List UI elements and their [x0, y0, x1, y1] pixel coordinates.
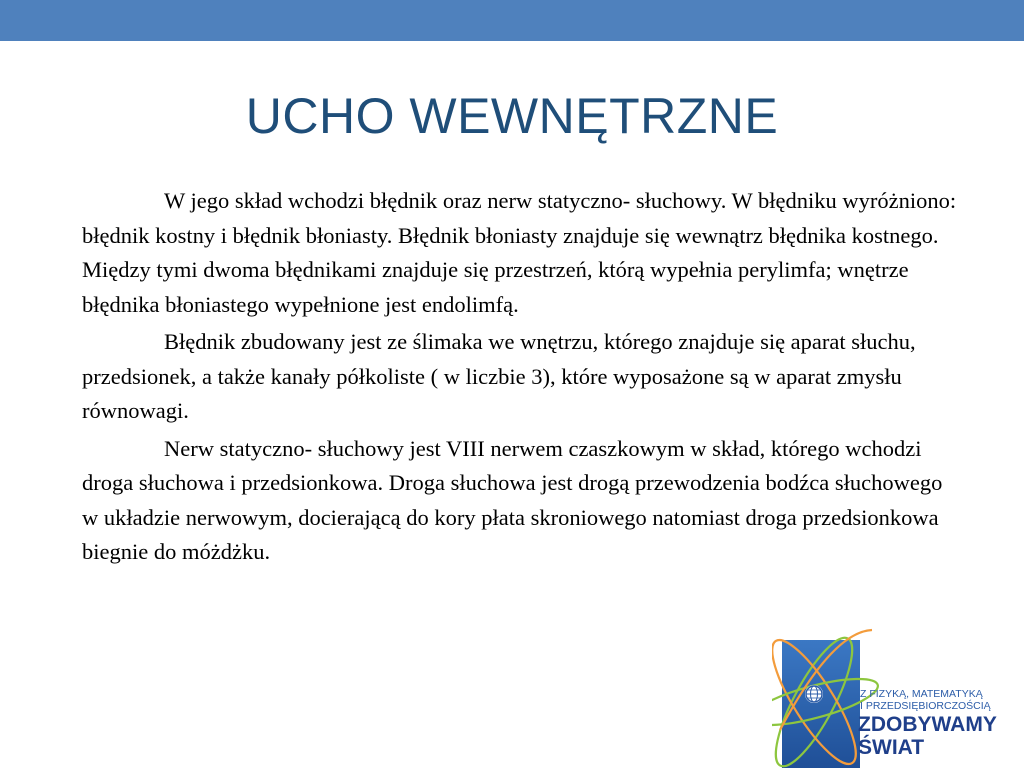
- slide-title: UCHO WEWNĘTRZNE: [245, 88, 779, 144]
- paragraph-1: W jego skład wchodzi błędnik oraz nerw statyczno- słuchowy. W błędniku wyróżniono: błędnik kostny i błędnik błoniasty. Błędnik błoniasty znajduje się wewnątrz błędnika kostnego. Między tymi dwoma błędnikami znajduje się przestrzeń, którą wypełnia perylimfa; wnętrze błędnika błoniastego wypełnione jest endolimfą.: [82, 188, 957, 317]
- logo-name-2: ŚWIAT: [858, 736, 925, 759]
- top-accent-bar: [0, 0, 1024, 41]
- globe-icon: [805, 685, 823, 703]
- logo-tagline-2: I PRZEDSIĘBIORCZOŚCIĄ: [860, 700, 991, 712]
- slide-body: [82, 184, 962, 573]
- paragraph-3: Nerw statyczno- słuchowy jest VIII nerwem czaszkowym w skład, którego wchodzi droga słuchowa i przedsionkowa. Droga słuchowa jest drogą przewodzenia bodźca słuchowego w układzie nerwowym, docierającą do kory płata skroniowego natomiast droga przedsionkowa biegnie do móżdżku.: [82, 435, 943, 564]
- logo-tagline-1: Z FIZYKĄ, MATEMATYKĄ: [860, 688, 983, 700]
- logo-name-1: ZDOBYWAMY: [858, 713, 997, 736]
- paragraph-2: Błędnik zbudowany jest ze ślimaka we wnętrzu, którego znajduje się aparat słuchu, przedsionek, a także kanały półkoliste ( w liczbie 3), które wyposażone są w aparat zmysłu równowagi.: [82, 329, 916, 423]
- logo-graphic: [772, 622, 1024, 768]
- project-logo: [772, 622, 1024, 768]
